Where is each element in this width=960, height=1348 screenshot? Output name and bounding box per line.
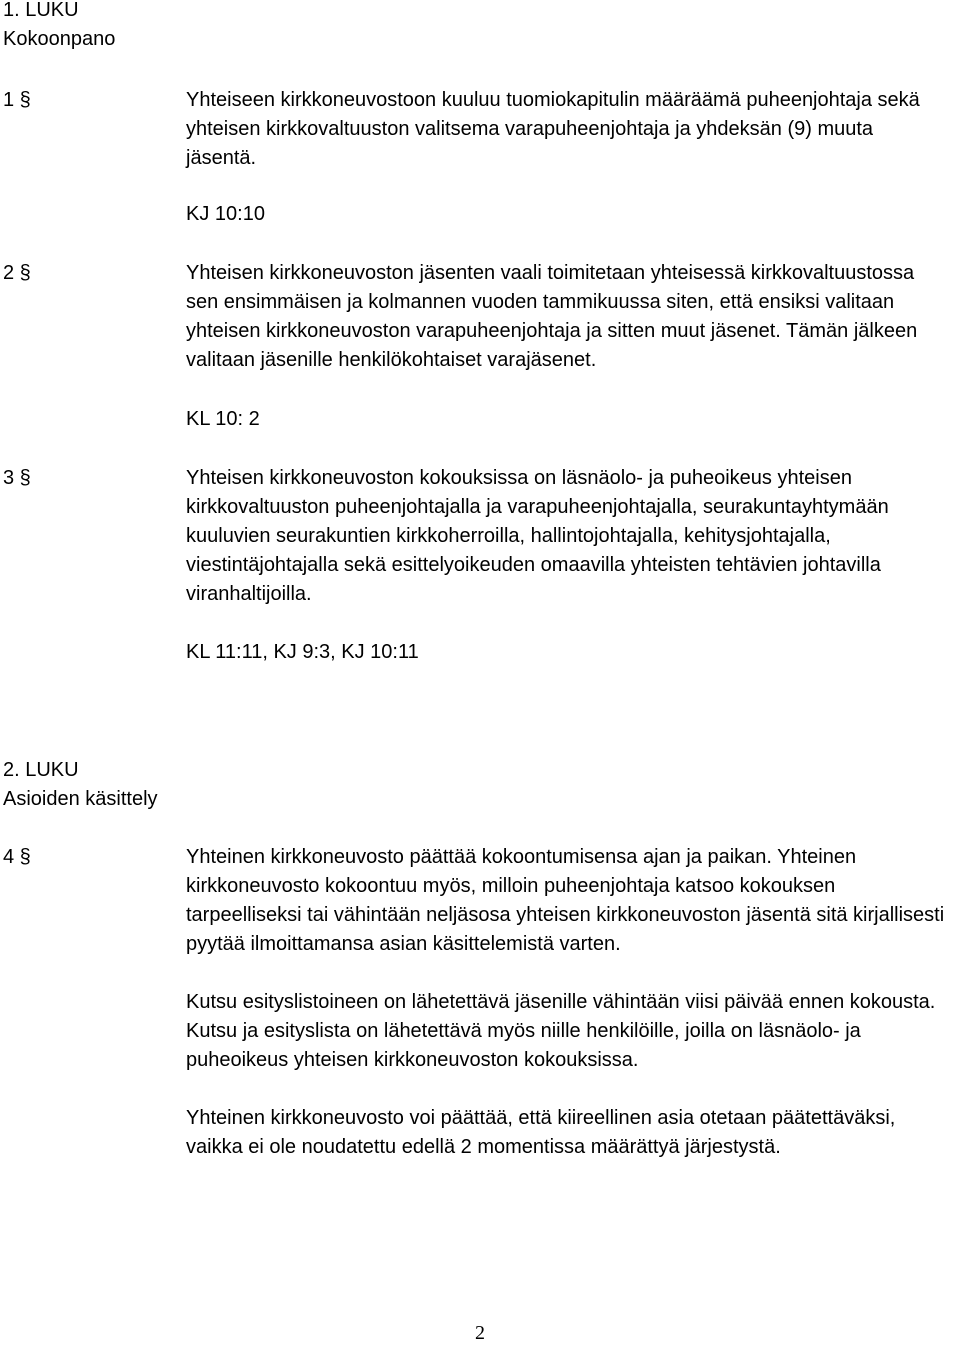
- legal-reference: KL 11:11, KJ 9:3, KJ 10:11: [186, 641, 419, 663]
- section-number: 3 §: [3, 467, 31, 489]
- section-paragraph: Kutsu esityslistoineen on lähetettävä jäsenille vähintään viisi päivää ennen kokousta. Kutsu ja esityslista on lähetettävä myös niille henkilöille, joilla on läsnäolo- ja puheoikeus yhteisen kirkkoneuvoston kokouksissa.: [186, 991, 936, 1071]
- chapter-2: [3, 756, 158, 814]
- section-4-body: [186, 843, 946, 1162]
- section-number: 4 §: [3, 846, 31, 868]
- section-number: 1 §: [3, 89, 31, 111]
- chapter-heading: 1. LUKU: [3, 0, 79, 21]
- section-2-body: [186, 259, 946, 375]
- section-paragraph: Yhteisen kirkkoneuvoston kokouksissa on läsnäolo- ja puheoikeus yhteisen kirkkovaltuuston puheenjohtajalla ja varapuheenjohtajalla, seurakuntayhtymään kuuluvien seurakuntien kirkkoherroilla, hallintojohtajalla, kehitysjohtajalla, viestintäjohtajalla sekä esittelyoikeuden omaavilla yhteisten tehtävien johtavilla viranhaltijoilla.: [186, 467, 889, 605]
- section-3-body: [186, 464, 946, 609]
- chapter-title: Kokoonpano: [3, 28, 116, 50]
- chapter-1: [3, 0, 115, 54]
- chapter-heading: 2. LUKU: [3, 759, 79, 781]
- page-number: 2: [475, 1322, 485, 1344]
- section-1-body: [186, 86, 946, 173]
- section-paragraph: Yhteisen kirkkoneuvoston jäsenten vaali toimitetaan yhteisessä kirkkovaltuustossa sen ensimmäisen ja kolmannen vuoden tammikuussa siten, että ensiksi valitaan yhteisen kirkkoneuvoston varapuheenjohtaja ja sitten muut jäsenet. Tämän jälkeen valitaan jäsenille henkilökohtaiset varajäsenet.: [186, 262, 918, 371]
- chapter-title: Asioiden käsittely: [3, 788, 158, 810]
- section-paragraph: Yhteinen kirkkoneuvosto voi päättää, että kiireellinen asia otetaan päätettäväksi, vaikka ei ole noudatettu edellä 2 momentissa määrättyä järjestystä.: [186, 1107, 896, 1158]
- section-number: 2 §: [3, 262, 31, 284]
- legal-reference: KL 10: 2: [186, 408, 260, 430]
- section-paragraph: Yhteiseen kirkkoneuvostoon kuuluu tuomiokapitulin määräämä puheenjohtaja sekä yhteisen kirkkovaltuuston valitsema varapuheenjohtaja ja yhdeksän (9) muuta jäsentä.: [186, 89, 920, 169]
- legal-reference: KJ 10:10: [186, 203, 265, 225]
- section-paragraph: Yhteinen kirkkoneuvosto päättää kokoontumisensa ajan ja paikan. Yhteinen kirkkoneuvosto kokoontuu myös, milloin puheenjohtaja katsoo kokouksen tarpeelliseksi tai vähintään neljäsosa yhteisen kirkkoneuvoston jäsentä sitä kirjallisesti pyytää ilmoittamansa asian käsittelemistä varten.: [186, 846, 945, 955]
